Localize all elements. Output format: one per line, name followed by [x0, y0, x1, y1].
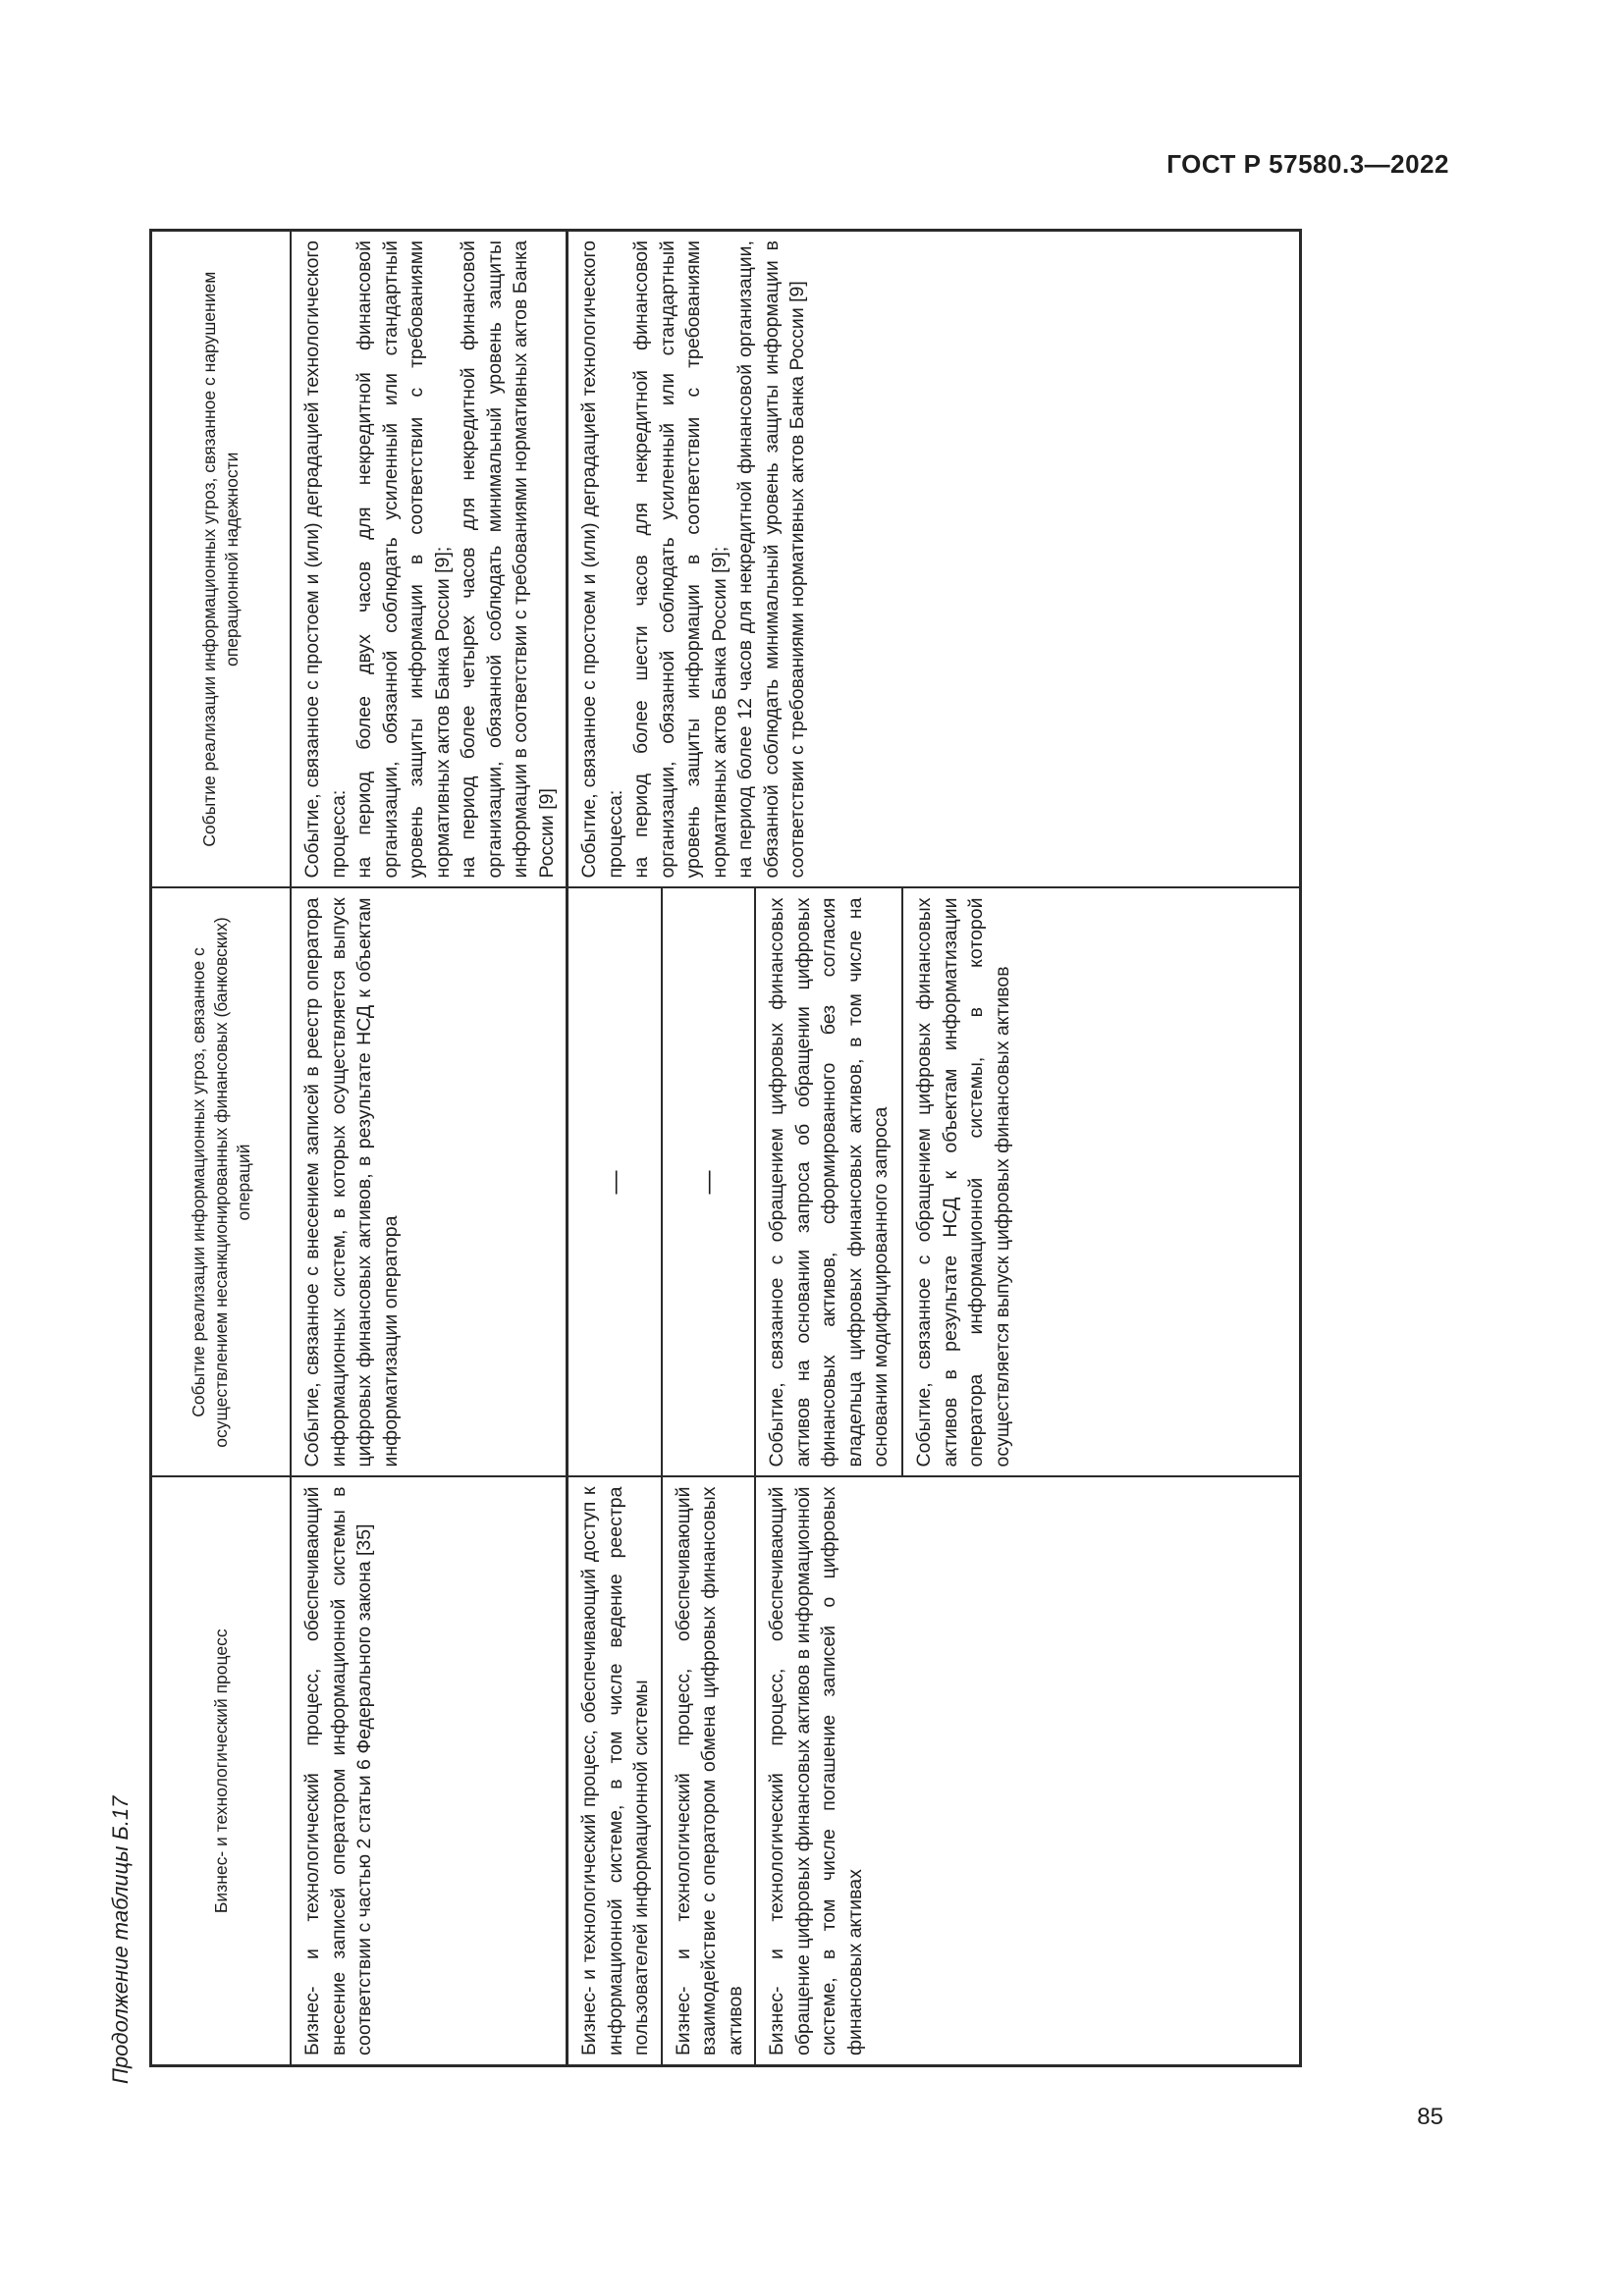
- cell-process: Бизнес- и технологический процесс, обеспечивающий обращение цифровых финансовых активов в информационной системе, в том числе погашение записей о цифровых финансовых активах: [755, 1477, 1300, 2066]
- column-header-process: Бизнес- и технологический процесс: [151, 1477, 292, 2066]
- cell-unauthorized: Событие, связанное с обращением цифровых финансовых активов на основании запроса об обращении цифровых финансовых активов, сформированного без согласия владельца цифровых финансовых активов, в том числе на основании модифицированного запроса: [755, 888, 902, 1477]
- threat-events-table: [149, 229, 1302, 2067]
- column-header-unauthorized-operations: Событие реализации информационных угроз, связанное с осуществлением несанкционированных финансовых (банковских) операций: [151, 888, 292, 1477]
- column-header-operational-reliability: Событие реализации информационных угроз, связанное с нарушением операционной надежности: [151, 231, 292, 888]
- table-caption: Продолжение таблицы Б.17: [108, 1795, 133, 2084]
- cell-process: Бизнес- и технологический процесс, обеспечивающий внесение записей оператором информационной системы в соответствии с частью 2 статьи 6 Федерального закона [35]: [291, 1477, 568, 2066]
- cell-unauthorized-dash: —: [662, 888, 756, 1477]
- cell-unauthorized: Событие, связанное с обращением цифровых финансовых активов в результате НСД к объектам информатизации оператора информационной системы, в которой осуществляется выпуск цифровых финансовых активов: [902, 888, 1300, 1477]
- table-row: [568, 231, 662, 2066]
- rotated-table-region: [108, 233, 1189, 2084]
- standard-header: ГОСТ Р 57580.3—2022: [1166, 149, 1449, 179]
- cell-reliability: Событие, связанное с простоем и (или) деградацией технологического процесса: на период более двух часов для некредитной финансовой организации, обязанной соблюдать усиленный или стандартный уровень защиты информации в соответствии с требованиями нормативных актов Банка России [9]; на период более четырех часов для некредитной финансовой организации, обязанной соблюдать минимальный уровень защиты информации в соответствии с требованиями нормативных актов Банка России [9]: [291, 231, 568, 888]
- page-number: 85: [1417, 2104, 1443, 2130]
- cell-process: Бизнес- и технологический процесс, обеспечивающий доступ к информационной системе, в том числе ведение реестра пользователей информационной системы: [568, 1477, 662, 2066]
- table-row: [291, 231, 568, 2066]
- table-header-row: [151, 231, 292, 2066]
- cell-unauthorized: Событие, связанное с внесением записей в реестр оператора информационных систем, в которых осуществляется выпуск цифровых финансовых активов, в результате НСД к объектам информатизации оператора: [291, 888, 568, 1477]
- cell-unauthorized-dash: —: [568, 888, 662, 1477]
- cell-process: Бизнес- и технологический процесс, обеспечивающий взаимодействие с оператором обмена цифровых финансовых активов: [662, 1477, 756, 2066]
- cell-reliability: Событие, связанное с простоем и (или) деградацией технологического процесса: на период более шести часов для некредитной финансовой организации, обязанной соблюдать усиленный или стандартный уровень защиты информации в соответствии с требованиями нормативных актов Банка России [9]; на период более 12 часов для некредитной финансовой организации, обязанной соблюдать минимальный уровень защиты информации в соответствии с требованиями нормативных актов Банка России [9]: [568, 231, 1301, 888]
